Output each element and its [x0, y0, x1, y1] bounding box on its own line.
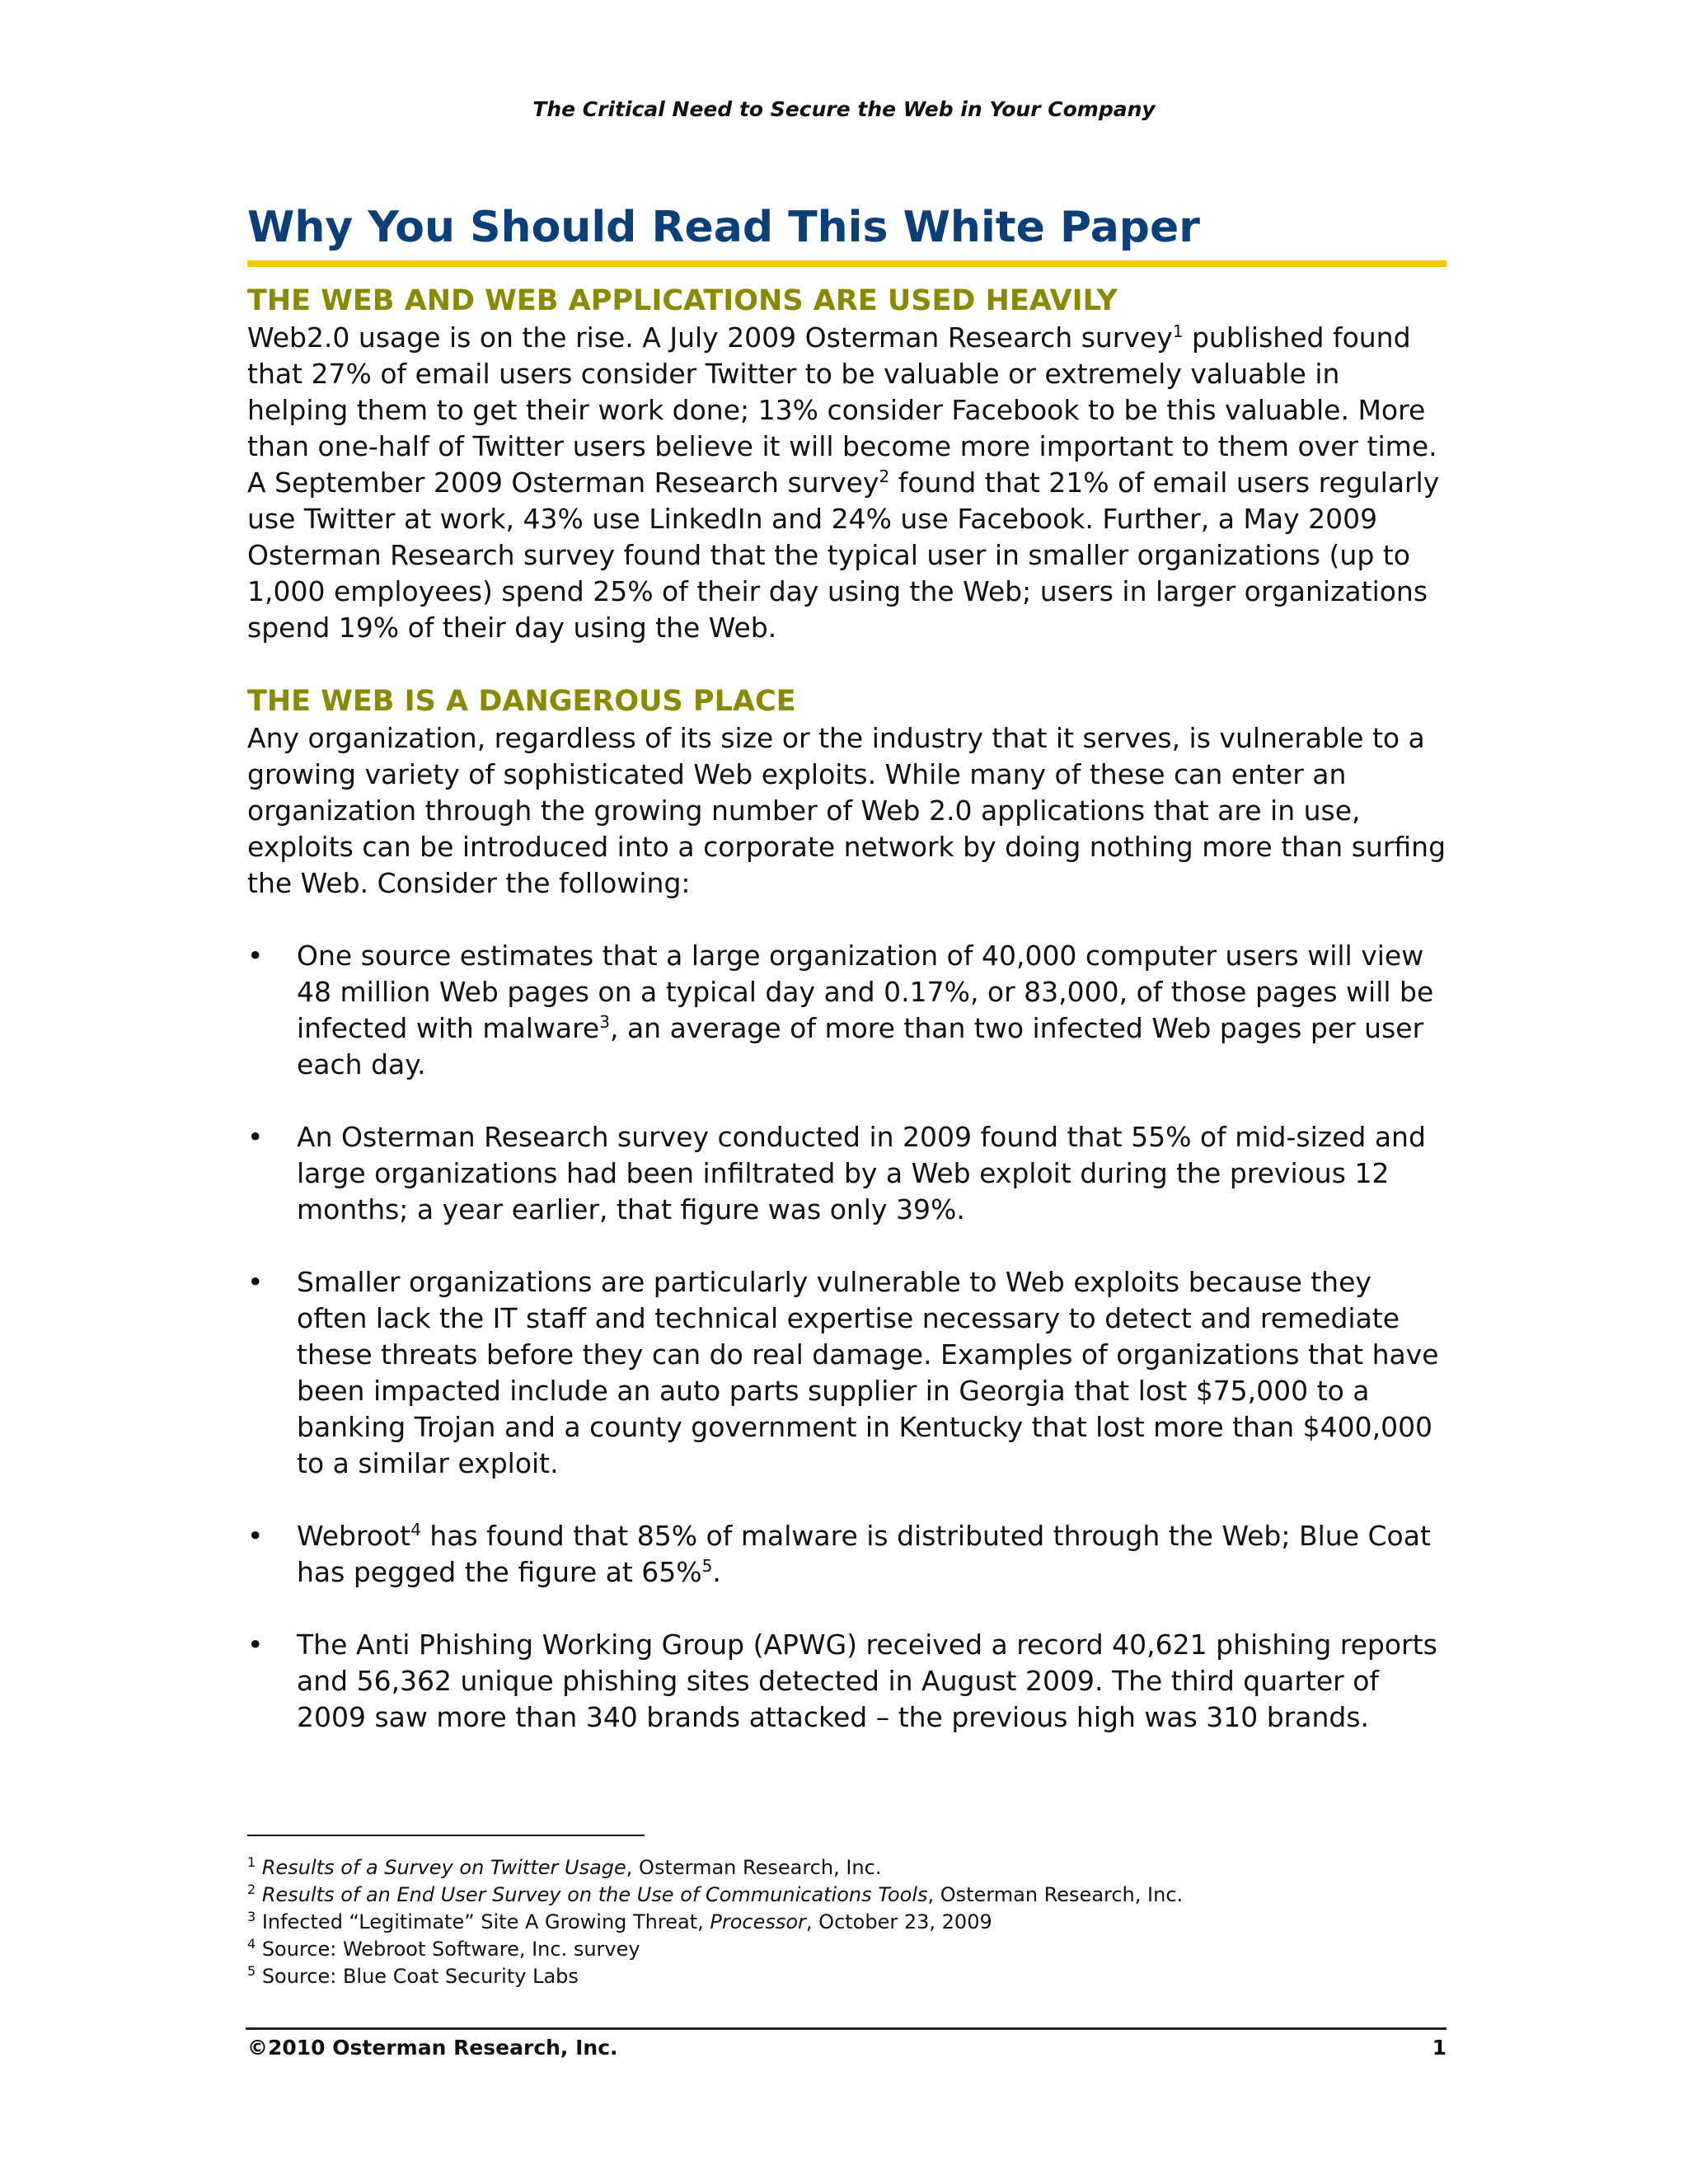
- footnote-5: $^5$ Source: Blue Coat Security Labs: [247, 1963, 579, 1988]
- list-item: • One source estimates that a large organization of 40,000 computer users will view 48 million Web pages on a typical day and 0.17%, or 83,000, of those pages will be infected with malware$^3$, an average of more than two infected Web pages per user each day.: [247, 940, 1434, 1080]
- footnote-ref-3: 3: [599, 1012, 610, 1032]
- footnote-ref-2: 2: [879, 466, 890, 486]
- running-header: The Critical Need to Secure the Web in Your Company: [532, 97, 1156, 121]
- list-item: • The Anti Phishing Working Group (APWG) received a record 40,621 phishing reports and 56,362 unique phishing sites detected in August 2009. The third quarter of 2009 saw more than 340 brands attacked – the previous high was 310 brands.: [247, 1629, 1437, 1733]
- footnote-ref-1: 1: [1172, 321, 1184, 341]
- bullet-icon: •: [247, 940, 264, 972]
- title-underline: [247, 260, 1447, 267]
- bullet-icon: •: [247, 1266, 264, 1298]
- bullet-icon: •: [247, 1629, 264, 1661]
- footnote-1: $^1$ Results of a Survey on Twitter Usage, Osterman Research, Inc.: [247, 1854, 882, 1879]
- page-footer: [247, 2036, 1447, 2060]
- footer-rule: [246, 2027, 1447, 2030]
- section-heading-web-usage: THE WEB AND WEB APPLICATIONS ARE USED HEAVILY: [247, 284, 1118, 317]
- threat-bullet-list: [247, 938, 1447, 1736]
- footnote-3: $^3$ Infected “Legitimate” Site A Growing Threat, Processor, October 23, 2009: [247, 1909, 992, 1933]
- footnote-ref-5: 5: [701, 1556, 713, 1576]
- copyright-text: ©2010 Osterman Research, Inc.: [247, 2036, 618, 2060]
- list-item: • Webroot$^4$ has found that 85% of malware is distributed through the Web; Blue Coat has pegged the figure at 65%$^5$.: [247, 1520, 1431, 1588]
- footnote-4: $^4$ Source: Webroot Software, Inc. survey: [247, 1936, 640, 1961]
- section-dangerous-intro: Any organization, regardless of its size or the industry that it serves, is vulnerable to a growing variety of sophisticated Web exploits. While many of these can enter an organization through the growing number of Web 2.0 applications that are in use, exploits can be introduced into a corporate network by doing nothing more than surfing the Web. Consider the following:: [247, 722, 1447, 899]
- footnote-ref-4: 4: [410, 1520, 421, 1540]
- page-number: 1: [1432, 2036, 1447, 2060]
- footnotes: [247, 1854, 1447, 1990]
- section-heading-dangerous: THE WEB IS A DANGEROUS PLACE: [247, 685, 796, 718]
- page-title: Why You Should Read This White Paper: [247, 203, 1200, 252]
- bullet-icon: •: [247, 1121, 264, 1153]
- list-item: • An Osterman Research survey conducted in 2009 found that 55% of mid-sized and large organizations had been infiltrated by a Web exploit during the previous 12 months; a year earlier, that figure was only 39%.: [247, 1121, 1426, 1226]
- list-item: • Smaller organizations are particularly vulnerable to Web exploits because they often lack the IT staff and technical expertise necessary to detect and remediate these threats before they can do real damage. Examples of organizations that have been impacted include an auto parts supplier in Georgia that lost $75,000 to a banking Trojan and a county government in Kentucky that lost more than $400,000 to a similar exploit.: [247, 1266, 1439, 1479]
- bullet-icon: •: [247, 1520, 264, 1552]
- main-content: [247, 198, 1447, 1772]
- footnote-2: $^2$ Results of an End User Survey on the Use of Communications Tools, Osterman Research, Inc.: [247, 1882, 1184, 1906]
- footnote-separator: [247, 1835, 645, 1836]
- section-web-usage-paragraph: Web2.0 usage is on the rise. A July 2009 Osterman Research survey$^1$ published found that 27% of email users consider Twitter to be valuable or extremely valuable in helping them to get their work done; 13% consider Facebook to be this valuable. More than one-half of Twitter users believe it will become more important to them over time. A September 2009 Osterman Research survey$^2$ found that 21% of email users regularly use Twitter at work, 43% use LinkedIn and 24% use Facebook. Further, a May 2009 Osterman Research survey found that the typical user in smaller organizations (up to 1,000 employees) spend 25% of their day using the Web; users in larger organizations spend 19% of their day using the Web.: [247, 321, 1440, 644]
